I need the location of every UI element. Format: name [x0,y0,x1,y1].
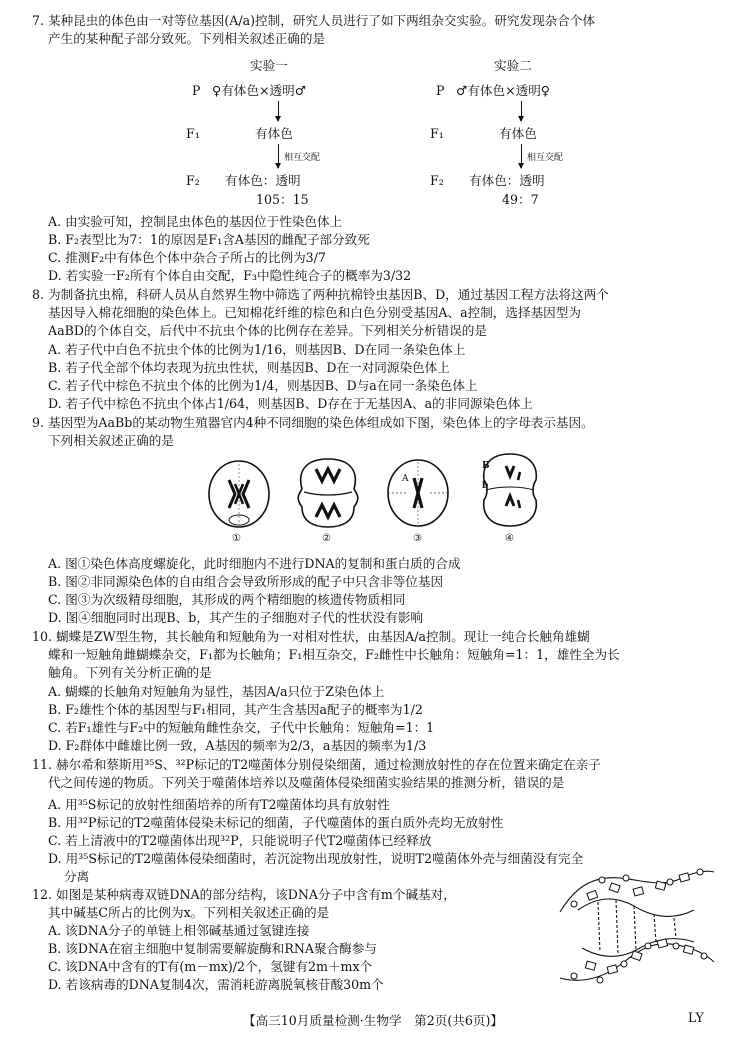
q10-stem-line-3: 触角。下列有关分析正确的是 [48,665,212,680]
exp2-arrow-2 [521,144,522,168]
q12-option-d: D. 若该病毒的DNA复制4次，需消耗游离脱氧核苷酸30m个 [48,977,384,992]
cell-label-4: ④ [505,533,514,544]
dna-double-helix-diagram [558,866,716,988]
q7-option-d: D. 若实验一F₂所有个体自由交配，F₃中隐性纯合子的概率为3/32 [48,268,412,283]
q8-option-d: D. 若子代中棕色不抗虫个体占1/64，则基因B、D存在于无基因A、a的非同源染色体上 [48,396,533,411]
cell-label-1: ① [232,533,241,544]
exp1-p-cross: ♀有体色×透明♂ [212,83,307,98]
q10-option-d: D. F₂群体中雌雄比例一致，A基因的频率为2/3，a基因的频率为1/3 [48,738,427,753]
exp1-f1-label: F₁ [186,126,200,141]
exp1-title: 实验一 [250,58,288,73]
exp2-ratio: 49：7 [502,192,539,207]
q12-stem-line-2: 其中碱基C所占的比例为x。下列相关叙述正确的是 [48,905,330,920]
q11-option-c: C. 若上清液中的T2噬菌体出现³²P，只能说明子代T2噬菌体已经释放 [48,833,432,848]
q7-stem-line-1: 7. 某种昆虫的体色由一对等位基因(A/a)控制，研究人员进行了如下两组杂交实验。研究发现杂合个体 [32,13,596,28]
exp2-f1-label: F₁ [430,126,444,141]
exp1-f1: 有体色 [255,126,293,141]
cell-3-diagram [384,456,452,530]
q10-option-c: C. 若F₁雄性与F₂中的短触角雌性杂交，子代中长触角：短触角=1：1 [48,720,435,735]
exp2-p-cross: ♂有体色×透明♀ [456,83,551,98]
gene-label-a: A [402,474,409,484]
q11-stem-line-2: 代之间传递的物质。下列关于噬菌体培养以及噬菌体侵染细菌实验结果的推测分析，错误的是 [48,775,565,790]
exp1-arrow-2 [278,144,279,168]
q12-stem-line-1: 12. 如图是某种病毒双链DNA的部分结构，该DNA分子中含有m个碱基对， [32,887,456,902]
exp2-self-cross: 相互交配 [527,153,564,163]
q9-option-d: D. 图④细胞同时出现B、b，其产生的子细胞对子代的性状没有影响 [48,610,424,625]
exp1-self-cross: 相互交配 [284,153,321,163]
exp1-ratio: 105：15 [256,192,309,207]
q8-option-b: B. 若子代全部个体均表现为抗虫性状，则基因B、D在一对同源染色体上 [48,360,450,375]
footer-page-info: 【高三10月质量检测·生物学 第2页(共6页)】 [243,1013,503,1028]
q7-option-b: B. F₂表型比为7：1的原因是F₁含A基因的雌配子部分致死 [48,232,370,247]
q10-option-a: A. 蝴蝶的长触角对短触角为显性，基因A/a只位于Z染色体上 [48,684,385,699]
exp2-f2: 有体色：透明 [469,173,545,188]
q11-stem-line-1: 11. 赫尔希和蔡斯用³⁵S、³²P标记的T2噬菌体分别侵染细菌，通过检测放射性的存在位置来确定在亲子 [32,757,601,772]
cell-2-diagram [292,455,364,531]
q8-option-c: C. 若子代中棕色不抗虫个体的比例为1/4，则基因B、D与a在同一条染色体上 [48,378,478,393]
exp1-arrow-1 [278,101,279,121]
exp2-p-label: P [436,83,445,98]
q9-option-b: B. 图②非同源染色体的自由组合会导致所形成的配子中只含非等位基因 [48,574,444,589]
exp2-arrow-1 [521,101,522,121]
q9-stem-line-1: 9. 基因型为AaBb的某动物生殖器官内4种不同细胞的染色体组成如下图，染色体上的字母表示基因。 [32,415,594,430]
q11-option-a: A. 用³⁵S标记的放射性细菌培养的所有T2噬菌体均具有放射性 [48,797,390,812]
q8-stem-line-2: 基因导入棉花细胞的染色体上。已知棉花纤维的棕色和白色分别受基因A、a控制，选择基因型为 [48,305,581,320]
q12-option-c: C. 该DNA中含有的T有(m－mx)/2个，氢键有2m＋mx个 [48,959,373,974]
exp2-title: 实验二 [494,58,532,73]
exp2-f1: 有体色 [499,126,537,141]
gene-label-b-lower: b [482,481,489,491]
q12-option-a: A. 该DNA分子的单链上相邻碱基通过氢键连接 [48,923,310,938]
q7-stem-line-2: 产生的某种配子部分致死。下列相关叙述正确的是 [48,31,326,46]
gene-label-b-upper: B [482,461,490,471]
q9-stem-line-2: 下列相关叙述正确的是 [48,433,174,448]
q12-option-b: B. 该DNA在宿主细胞中复制需要解旋酶和RNA聚合酶参与 [48,941,377,956]
q10-stem-line-2: 蝶和一短触角雌蝴蝶杂交，F₁都为长触角；F₁相互杂交，F₂雌性中长触角：短触角=1：1，雄性全为长 [48,647,620,662]
exp2-f2-label: F₂ [430,173,444,188]
cell-label-2: ② [322,533,331,544]
q8-stem-line-3: AaBD的个体自交，后代中不抗虫个体的比例存在差异。下列相关分析错误的是 [48,323,487,338]
q11-option-d-continued: 分离 [64,869,90,884]
q9-option-c: C. 图③为次级精母细胞，其形成的两个精细胞的核遗传物质相同 [48,592,406,607]
q10-option-b: B. F₂雄性个体的基因型与F₁相同，其产生含基因a配子的概率为1/2 [48,702,423,717]
q10-stem-line-1: 10. 蝴蝶是ZW型生物，其长触角和短触角为一对相对性状，由基因A/a控制。现让一纯合长触角雄蝴 [32,629,590,644]
cell-1-diagram [205,458,273,530]
q11-option-d: D. 用³⁵S标记的T2噬菌体侵染细菌时，若沉淀物出现放射性，说明T2噬菌体外壳与细菌没有完全 [48,851,584,866]
q7-option-a: A. 由实验可知，控制昆虫体色的基因位于性染色体上 [48,214,343,229]
q7-option-c: C. 推测F₂中有体色个体中杂合子所占的比例为3/7 [48,250,326,265]
footer-code: LY [688,1010,704,1025]
q8-option-a: A. 若子代中白色不抗虫个体的比例为1/16，则基因B、D在同一条染色体上 [48,342,466,357]
exp1-p-label: P [192,83,201,98]
exp1-f2: 有体色：透明 [225,173,301,188]
cell-label-3: ③ [413,533,422,544]
q9-option-a: A. 图①染色体高度螺旋化，此时细胞内不进行DNA的复制和蛋白质的合成 [48,556,461,571]
q8-stem-line-1: 8. 为制备抗虫棉，科研人员从自然界生物中筛选了两种抗棉铃虫基因B、D，通过基因工程方法将这两个 [32,287,609,302]
exp1-f2-label: F₂ [186,173,200,188]
q11-option-b: B. 用³²P标记的T2噬菌体侵染未标记的细菌，子代噬菌体的蛋白质外壳均无放射性 [48,815,504,830]
